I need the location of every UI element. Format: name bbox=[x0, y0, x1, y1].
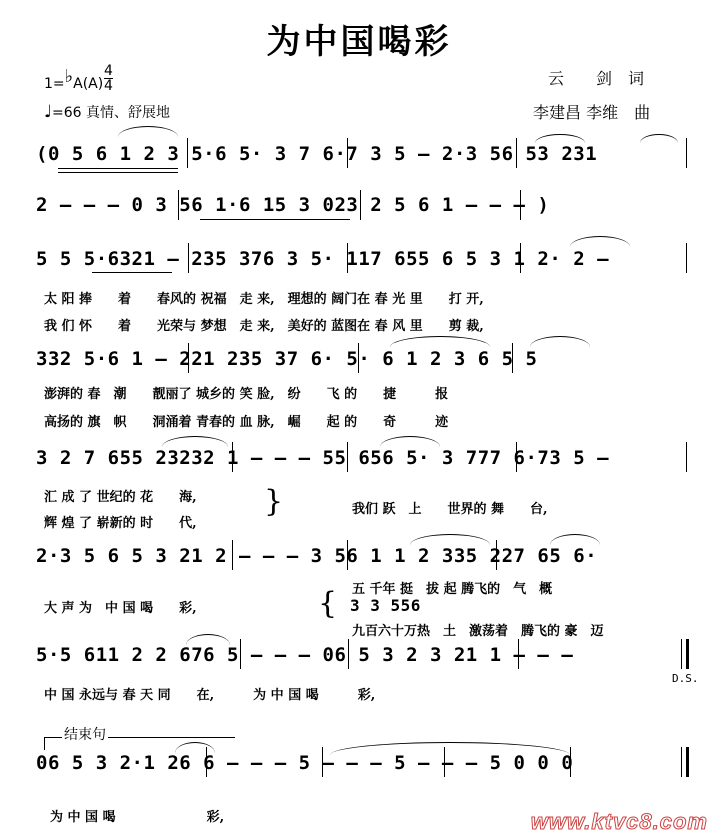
notation-row-6: 2·3 5 6 5 3 21 2 – – – 3 56 1 1 2 335 227 65 6· bbox=[36, 545, 598, 567]
dal-segno-marking: D.S. bbox=[672, 672, 699, 685]
quarter-note-icon: ♩ bbox=[44, 102, 53, 122]
barline bbox=[232, 540, 233, 570]
barline bbox=[681, 747, 682, 777]
notation-row-8: 06 5 3 2·1 26 6 – – – 5 – – – 5 – – – 5 0 0 0 bbox=[36, 752, 574, 774]
lyric-line: 我 们 怀 着 光荣与 梦想 走 来, 美好的 蓝图在 春 风 里 剪 裁, bbox=[44, 319, 484, 334]
site-watermark: www.ktvc8.com bbox=[530, 809, 708, 834]
repeat-barline bbox=[686, 639, 689, 669]
lyric-line: 中 国 永远与 春 天 同 在, 为 中 国 喝 彩, bbox=[44, 688, 376, 703]
key-letter: A bbox=[73, 76, 83, 92]
barline bbox=[347, 540, 348, 570]
barline bbox=[240, 639, 241, 669]
beam bbox=[92, 272, 172, 273]
beam bbox=[200, 219, 350, 220]
slur bbox=[380, 436, 440, 447]
time-top: 4 bbox=[104, 63, 113, 79]
lyric-line: 为 中 国 喝 彩, bbox=[50, 810, 225, 825]
slur bbox=[535, 134, 585, 143]
notation-row-7: 5·5 611 2 2 676 5 – – – 06 5 3 2 3 21 1 – – – bbox=[36, 644, 574, 666]
beam bbox=[58, 168, 178, 169]
lyric-line: 大 声 为 中 国 喝 彩, bbox=[44, 601, 197, 616]
slur bbox=[162, 436, 228, 447]
barline bbox=[681, 639, 682, 669]
barline bbox=[518, 639, 519, 669]
barline bbox=[347, 243, 348, 273]
barline bbox=[512, 343, 513, 373]
barline bbox=[360, 190, 361, 220]
tempo-text: =66 真情、舒展地 bbox=[52, 105, 171, 121]
barline bbox=[686, 138, 687, 168]
composer: 李建昌 李维 曲 bbox=[533, 103, 651, 122]
brace-icon: { bbox=[318, 586, 338, 621]
lyric-line: 五 千年 挺 拔 起 腾飞的 气 概 bbox=[352, 582, 553, 597]
time-signature bbox=[104, 64, 113, 93]
ending-label: 结束句 bbox=[62, 724, 108, 744]
barline bbox=[496, 540, 497, 570]
barline bbox=[322, 747, 323, 777]
key-alt: (A) bbox=[82, 76, 104, 92]
barline bbox=[520, 243, 521, 273]
notation-row-5: 3 2 7 655 23232 1 – – – 55 656 5· 3 777 6·73 5 – bbox=[36, 447, 610, 469]
key-prefix: 1= bbox=[44, 76, 65, 92]
tie bbox=[330, 742, 570, 755]
slur bbox=[410, 534, 490, 545]
lyric-line: 我们 跃 上 世界的 舞 台, bbox=[352, 502, 548, 517]
slur bbox=[550, 534, 600, 545]
slur bbox=[640, 134, 678, 143]
barline bbox=[188, 243, 189, 273]
barline bbox=[520, 190, 521, 220]
notation-row-2: 2 – – – 0 3 56 1·6 15 3 023 2 5 6 1 – – – ) bbox=[36, 194, 550, 216]
page-title: 为中国喝彩 bbox=[266, 22, 452, 62]
flat-icon: ♭ bbox=[64, 66, 74, 87]
alt-notation: 3 3 556 bbox=[350, 596, 421, 615]
brace-icon: } bbox=[264, 484, 284, 519]
barline bbox=[232, 442, 233, 472]
slur bbox=[530, 336, 590, 347]
barline bbox=[347, 442, 348, 472]
barline bbox=[686, 243, 687, 273]
slur bbox=[390, 336, 490, 347]
barline bbox=[187, 138, 188, 168]
barline bbox=[188, 343, 189, 373]
barline bbox=[178, 190, 179, 220]
notation-row-3: 5 5 5·6321 – 235 376 3 5· 117 655 6 5 3 1 2· 2 – bbox=[36, 248, 610, 270]
lyric-line: 高扬的 旗 帜 洞涌着 青春的 血 脉, 崛 起 的 奇 迹 bbox=[44, 415, 449, 430]
final-barline bbox=[686, 747, 689, 777]
tempo-marking bbox=[44, 102, 170, 122]
barline bbox=[516, 442, 517, 472]
barline bbox=[570, 747, 571, 777]
lyric-line: 汇 成 了 世纪的 花 海, bbox=[44, 490, 197, 505]
lyric-line: 太 阳 捧 着 春风的 祝福 走 来, 理想的 阔门在 春 光 里 打 开, bbox=[44, 292, 484, 307]
barline bbox=[686, 442, 687, 472]
time-bottom: 4 bbox=[104, 78, 113, 94]
barline bbox=[358, 343, 359, 373]
notation-row-4: 332 5·6 1 – 221 235 37 6· 5· 6 1 2 3 6 5 5 bbox=[36, 348, 538, 370]
barline bbox=[348, 639, 349, 669]
lyricist: 云 剑 词 bbox=[548, 69, 645, 88]
lyric-line: 辉 煌 了 崭新的 时 代, bbox=[44, 516, 197, 531]
slur bbox=[186, 634, 230, 645]
tie bbox=[570, 236, 630, 247]
lyric-line: 九百六十万热 土 激荡着 腾飞的 豪 迈 bbox=[352, 624, 604, 639]
slur bbox=[118, 126, 178, 137]
barline bbox=[516, 138, 517, 168]
notation-row-1: (0 5 6 1 2 3 5·6 5· 3 7 6·7 3 5 – 2·3 56 53 231 bbox=[36, 143, 598, 165]
lyric-line: 澎湃的 春 潮 靓丽了 城乡的 笑 脸, 纷 飞 的 捷 报 bbox=[44, 387, 449, 402]
barline bbox=[347, 138, 348, 168]
key-signature bbox=[44, 66, 104, 93]
beam bbox=[58, 172, 178, 173]
